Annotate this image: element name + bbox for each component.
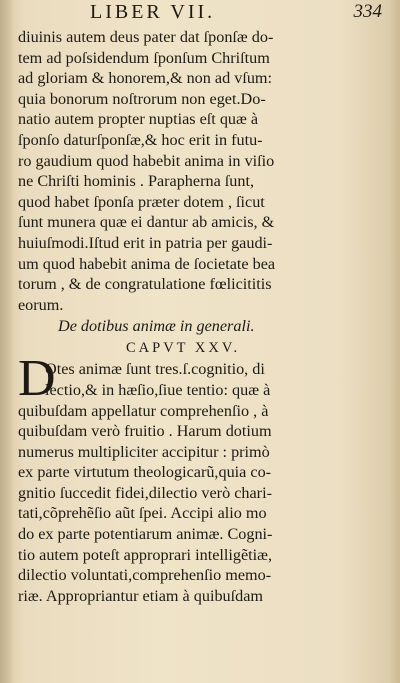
chapter-heading: CAPVT XXV.	[126, 340, 241, 357]
text-line: gnitio ſuccedit fidei,dilectio verò chari-	[18, 483, 272, 502]
text-line: diuinis autem deus pater dat ſponſæ do-	[18, 28, 274, 46]
text-line: ro gaudium quod habebit anima in viſio	[18, 151, 275, 170]
text-line: ſunt munera quæ ei dantur ab amicis, &	[18, 213, 275, 232]
section-title: De dotibus animæ in generali.	[58, 317, 255, 336]
running-head: LIBER VII.	[90, 1, 216, 23]
text-line: Otes animæ ſunt tres.ſ.cognitio, di	[45, 360, 265, 379]
text-line: quia bonorum noſtrorum non eget.Do-	[18, 89, 266, 108]
text-line: natio autem propter nuptias eſt quæ à	[18, 110, 259, 129]
text-line: huiuſmodi.Iſtud erit in patria per gaudi-	[18, 233, 273, 252]
paragraph	[18, 27, 384, 315]
page-edge-shadow	[390, 0, 400, 683]
page-gutter-shadow	[0, 0, 14, 683]
text-line: ad gloriam & honorem,& non ad vſum:	[18, 69, 273, 88]
text-line: lectio,& in hæſio,ſiue tentio: quæ à	[45, 380, 271, 399]
text-line: eorum.	[18, 295, 64, 314]
page-header	[0, 0, 400, 26]
text-line: numerus multipliciter accipitur : primò	[18, 442, 270, 461]
text-line: tio autem poteſt approprari intelligẽtiæ,	[18, 545, 272, 564]
text-line: quibuſdam appellatur comprehenſio , à	[18, 401, 269, 420]
text-line: um quod habebit anima de ſocietate bea	[18, 254, 276, 273]
text-line: dilectio voluntati,comprehenſio memo-	[18, 566, 272, 585]
text-line: ex parte virtutum theologicarũ,quia co-	[18, 463, 272, 482]
chapter-text	[18, 350, 384, 606]
drop-cap: D	[18, 350, 56, 408]
text-line: do ex parte potentiarum animæ. Cogni-	[18, 525, 273, 544]
text-line: ne Chriſti hominis . Parapherna ſunt,	[18, 172, 255, 191]
page-number: 334	[353, 1, 382, 22]
text-line: quod habet ſponſa præter dotem , ſicut	[18, 192, 265, 211]
text-block	[18, 27, 384, 606]
text-line: riæ. Appropriantur etiam à quibuſdam	[18, 586, 264, 605]
text-line: torum , & de congratulatione fœlicititis	[18, 275, 272, 294]
text-line: quibuſdam verò fruitio . Harum dotium	[18, 422, 272, 441]
text-line: ſponſo daturſponſæ,& hoc erit in futu-	[18, 130, 263, 149]
text-line: tem ad poſsidendum ſponſum Chriſtum	[18, 48, 270, 67]
text-line: tati,cõprehẽſio aũt ſpei. Accipi alio mo	[18, 504, 267, 523]
